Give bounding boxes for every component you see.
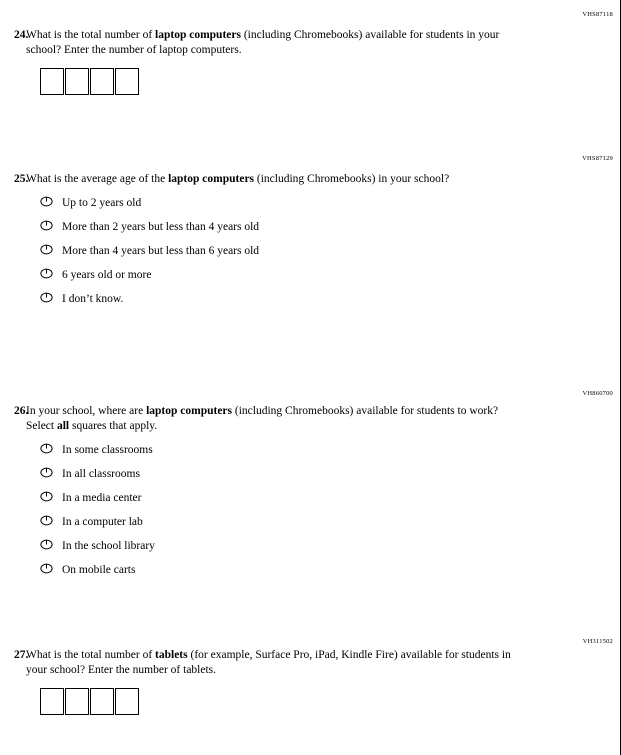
question-text-emphasis: laptop computers <box>146 405 233 417</box>
option-label: Up to 2 years old <box>62 197 142 209</box>
option-item[interactable] <box>40 267 560 282</box>
option-label: 6 years old or more <box>62 269 152 281</box>
radio-button-icon[interactable] <box>40 491 54 502</box>
question-text-fragment: squares that apply. <box>69 420 158 432</box>
question-text-fragment: What is the total number of <box>26 29 156 41</box>
question-number: 24. <box>14 29 29 41</box>
question-number: 25. <box>14 173 29 185</box>
option-label: In all classrooms <box>62 468 140 480</box>
option-label: On mobile carts <box>62 564 136 576</box>
question-id-code: VH311502 <box>582 638 613 645</box>
option-label: In a computer lab <box>62 516 143 528</box>
radio-button-icon[interactable] <box>40 539 54 550</box>
radio-button-icon[interactable] <box>40 563 54 574</box>
question-block <box>0 28 560 95</box>
question-row <box>0 28 560 58</box>
option-label: More than 2 years but less than 4 years old <box>62 221 260 233</box>
option-item[interactable] <box>40 442 560 457</box>
question-text <box>26 648 518 678</box>
question-text-fragment: (for example, Surface Pro, iPad, Kindle Fire) available for students in your school? Enter the number of tablets. <box>26 649 511 676</box>
option-label: More than 4 years but less than 6 years old <box>62 245 260 257</box>
option-label: I don’t know. <box>62 293 124 305</box>
answer-digit-box[interactable] <box>40 68 64 95</box>
option-item[interactable] <box>40 291 560 306</box>
question-number: 26. <box>14 405 29 417</box>
option-item[interactable] <box>40 195 560 210</box>
question-id-code: VHS87129 <box>582 155 613 162</box>
question-text <box>26 404 518 434</box>
question-block <box>0 172 560 315</box>
question-row <box>0 648 560 678</box>
answer-box-group[interactable] <box>40 68 560 95</box>
radio-button-icon[interactable] <box>40 268 54 279</box>
radio-button-icon[interactable] <box>40 515 54 526</box>
option-item[interactable] <box>40 562 560 577</box>
question-text-emphasis: laptop computers <box>168 173 255 185</box>
option-item[interactable] <box>40 243 560 258</box>
answer-digit-box[interactable] <box>90 688 114 715</box>
question-text <box>26 28 518 58</box>
question-text-fragment: (including Chromebooks) available for students in your school? Enter the number of laptop computers. <box>26 29 500 56</box>
answer-digit-box[interactable] <box>65 68 89 95</box>
question-text-fragment: (including Chromebooks) in your school? <box>254 173 450 185</box>
radio-button-icon[interactable] <box>40 467 54 478</box>
answer-digit-box[interactable] <box>40 688 64 715</box>
question-block <box>0 648 560 715</box>
radio-button-icon[interactable] <box>40 244 54 255</box>
question-text-fragment: (including Chromebooks) available for students to work? Select <box>26 405 499 432</box>
question-text-fragment: What is the average age of the <box>26 173 169 185</box>
radio-button-icon[interactable] <box>40 220 54 231</box>
question-number: 27. <box>14 649 29 661</box>
option-item[interactable] <box>40 514 560 529</box>
radio-button-icon[interactable] <box>40 196 54 207</box>
question-row <box>0 404 560 434</box>
option-label: In the school library <box>62 540 155 552</box>
question-id-code: VHS87118 <box>582 11 613 18</box>
question-block <box>0 404 560 586</box>
radio-button-icon[interactable] <box>40 443 54 454</box>
answer-digit-box[interactable] <box>115 68 139 95</box>
option-item[interactable] <box>40 466 560 481</box>
question-row <box>0 172 560 187</box>
question-text-emphasis: all <box>56 420 70 432</box>
question-text-emphasis: laptop computers <box>155 29 241 41</box>
option-label: In a media center <box>62 492 142 504</box>
option-label: In some classrooms <box>62 444 153 456</box>
question-text-emphasis: tablets <box>155 649 188 661</box>
option-list <box>40 195 560 306</box>
option-list <box>40 442 560 577</box>
radio-button-icon[interactable] <box>40 292 54 303</box>
answer-digit-box[interactable] <box>115 688 139 715</box>
question-id-code: VH860700 <box>582 390 613 397</box>
answer-box-group[interactable] <box>40 688 560 715</box>
question-text <box>26 172 518 187</box>
answer-digit-box[interactable] <box>65 688 89 715</box>
question-text-fragment: In your school, where are <box>26 405 147 417</box>
option-item[interactable] <box>40 490 560 505</box>
option-item[interactable] <box>40 219 560 234</box>
option-item[interactable] <box>40 538 560 553</box>
answer-digit-box[interactable] <box>90 68 114 95</box>
question-text-fragment: What is the total number of <box>26 649 156 661</box>
